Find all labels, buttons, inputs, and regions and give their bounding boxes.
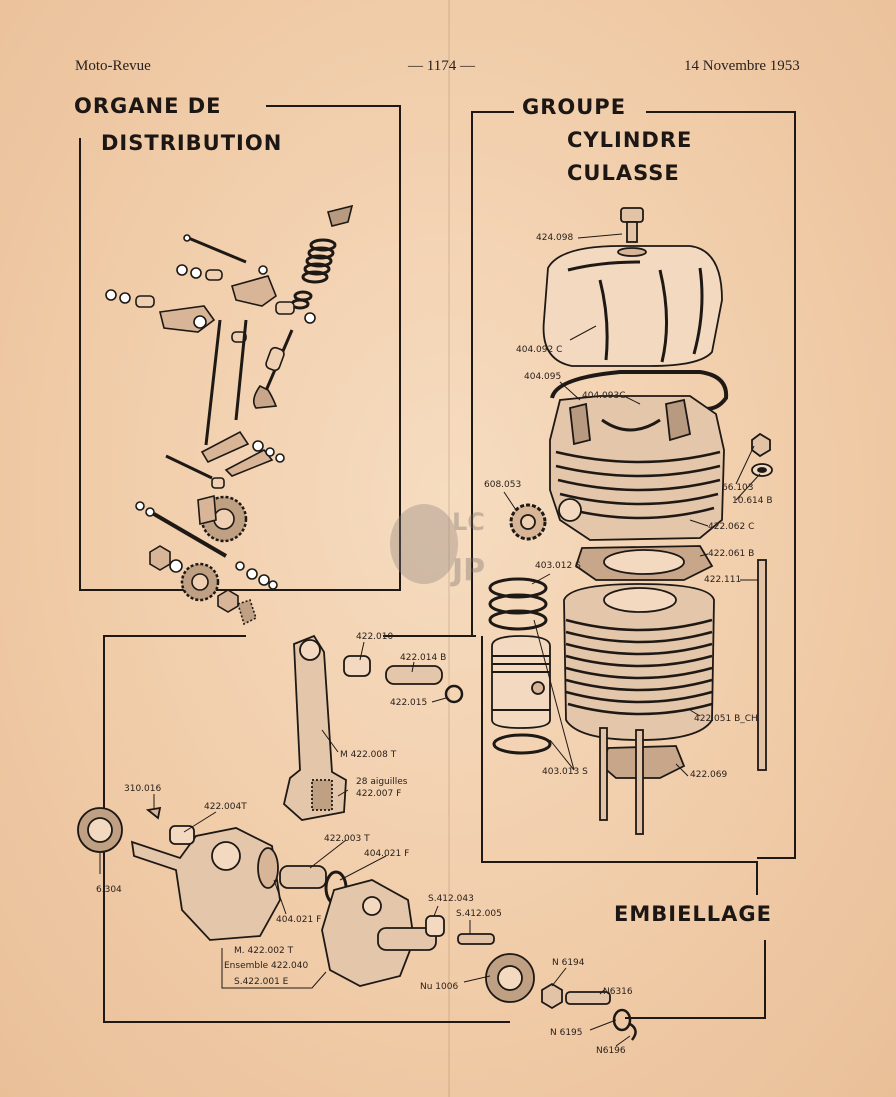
label-n6316: N6316 xyxy=(603,987,633,997)
distribution-title-line1: ORGANE DE xyxy=(74,94,222,118)
label-422-111: 422.111 xyxy=(704,575,742,585)
label-ensemble-422-040: Ensemble 422.040 xyxy=(224,961,309,971)
label-422-051b: 422.051 B_CH xyxy=(694,714,758,724)
journal-name: Moto-Revue xyxy=(75,58,151,74)
label-422-062c: 422.062 C xyxy=(708,522,755,532)
label-608-053: 608.053 xyxy=(484,480,522,490)
label-422-069: 422.069 xyxy=(690,770,728,780)
svg-text:JP: JP xyxy=(452,553,486,588)
label-n6194: N 6194 xyxy=(552,958,585,968)
label-nu-1006: Nu 1006 xyxy=(420,982,459,992)
embiellage-frame-right xyxy=(625,940,765,1018)
label-422-010: 422.010 xyxy=(356,632,394,642)
embiellage-title: EMBIELLAGE xyxy=(614,902,773,926)
distribution-title-line2: DISTRIBUTION xyxy=(101,131,283,155)
distribution-parts xyxy=(106,206,352,624)
groupe-title-line2: CYLINDRE xyxy=(567,128,693,152)
label-422-015: 422.015 xyxy=(390,698,428,708)
label-403-013s: 403.013 S xyxy=(542,767,588,777)
label-422-014b: 422.014 B xyxy=(400,653,447,663)
label-404-093c: 404.093C xyxy=(582,391,626,401)
issue-date: 14 Novembre 1953 xyxy=(684,58,800,74)
label-403-012s: 403.012 S xyxy=(535,561,581,571)
page-number: — 1174 — xyxy=(408,58,475,74)
label-m422-002t: M. 422.002 T xyxy=(234,946,294,956)
label-10-614b: 10.614 B xyxy=(732,496,773,506)
label-404-095: 404.095 xyxy=(524,372,562,382)
label-s412-005: S.412.005 xyxy=(456,909,502,919)
label-424-098: 424.098 xyxy=(536,233,574,243)
label-422-007f: 422.007 F xyxy=(356,789,402,799)
label-422-003t: 422.003 T xyxy=(324,834,370,844)
watermark-logo xyxy=(390,504,485,588)
cylinder-head-parts xyxy=(490,208,772,834)
label-n6195: N 6195 xyxy=(550,1028,583,1038)
label-s412-043: S.412.043 xyxy=(428,894,474,904)
groupe-title-line1: GROUPE xyxy=(522,95,627,119)
label-28-aiguilles: 28 aiguilles xyxy=(356,777,408,787)
label-422-004t: 422.004T xyxy=(204,802,247,812)
label-310-016: 310.016 xyxy=(124,784,162,794)
label-6-304: 6.304 xyxy=(96,885,122,895)
watermark-text: LC xyxy=(452,508,485,536)
label-n6196: N6196 xyxy=(596,1046,626,1056)
groupe-title-line3: CULASSE xyxy=(567,161,680,185)
label-404-092c: 404.092 C xyxy=(516,345,563,355)
label-404-021f-top: 404.021 F xyxy=(364,849,410,859)
label-s422-001e: S.422.001 E xyxy=(234,977,289,987)
label-422-008t: M 422.008 T xyxy=(340,750,397,760)
label-422-061b: 422.061 B xyxy=(708,549,755,559)
label-404-021f-bottom: 404.021 F xyxy=(276,915,322,925)
label-66-103: 66.103 xyxy=(722,483,754,493)
